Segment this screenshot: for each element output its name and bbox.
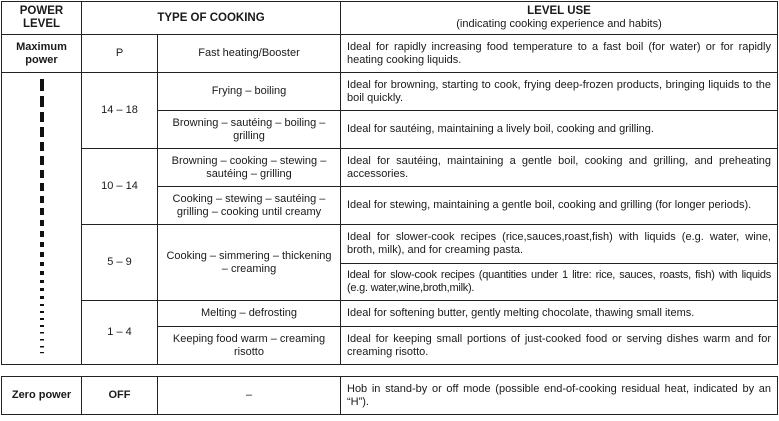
level-value: OFF — [82, 377, 158, 415]
cooking-type: Browning – cooking – stewing – sautéing – grilling — [158, 149, 341, 187]
level-value: P — [82, 35, 158, 73]
header-level-use-subtitle: (indicating cooking experience and habits) — [456, 18, 662, 30]
level-value: 1 – 4 — [82, 301, 158, 365]
header-row — [2, 2, 778, 35]
cooking-type: Keeping food warm – creaming risotto — [158, 327, 341, 365]
level-use: Ideal for slow-cook recipes (quantities under 1 litre: rice, sauces, roasts, fish) with liquids (e.g. water,wine,broth,milk). — [341, 264, 778, 301]
zero-power-table — [1, 376, 778, 415]
cooking-type: Frying – boiling — [158, 73, 341, 111]
table-row — [2, 225, 778, 264]
power-gradient-bar-graphic — [38, 79, 46, 355]
table-row — [2, 149, 778, 187]
cooking-type: – — [158, 377, 341, 415]
level-value: 14 – 18 — [82, 73, 158, 149]
cooking-type: Fast heating/Booster — [158, 35, 341, 73]
level-use: Ideal for keeping small portions of just-cooked food or serving dishes warm and for creaming risotto. — [341, 327, 778, 365]
power-gradient-bar — [2, 73, 82, 365]
level-use: Ideal for sautéing, maintaining a gentle boil, cooking and grilling, and preheating accessories. — [341, 149, 778, 187]
level-use: Ideal for sautéing, maintaining a lively boil, cooking and grilling. — [341, 111, 778, 149]
power-label-maximum: Maximum power — [2, 35, 82, 73]
level-use: Ideal for browning, starting to cook, frying deep-frozen products, bringing liquids to the boil quickly. — [341, 73, 778, 111]
table-row — [2, 35, 778, 73]
level-use: Ideal for slower-cook recipes (rice,sauces,roast,fish) with liquids (e.g. water, wine, broth, milk), and for creaming pasta. — [341, 225, 778, 264]
header-type-of-cooking: TYPE OF COOKING — [82, 2, 341, 35]
level-use: Hob in stand-by or off mode (possible end-of-cooking residual heat, indicated by an “H”). — [341, 377, 778, 415]
cooking-type: Cooking – simmering – thickening – creaming — [158, 225, 341, 301]
level-value: 10 – 14 — [82, 149, 158, 225]
cooking-type: Browning – sautéing – boiling – grilling — [158, 111, 341, 149]
table-row — [2, 301, 778, 327]
header-level-use-title: LEVEL USE — [527, 5, 591, 17]
header-power-level: POWER LEVEL — [2, 2, 82, 35]
level-value: 5 – 9 — [82, 225, 158, 301]
power-label-zero: Zero power — [2, 377, 82, 415]
cooking-type: Cooking – stewing – sautéing – grilling – cooking until creamy — [158, 187, 341, 225]
power-level-table — [1, 1, 778, 365]
header-level-use — [341, 2, 778, 35]
level-use: Ideal for rapidly increasing food temperature to a fast boil (for water) or for rapidly heating cooking liquids. — [341, 35, 778, 73]
table-row — [2, 73, 778, 111]
cooking-type: Melting – defrosting — [158, 301, 341, 327]
table-row — [2, 377, 778, 415]
level-use: Ideal for softening butter, gently melting chocolate, thawing small items. — [341, 301, 778, 327]
level-use: Ideal for stewing, maintaining a gentle boil, cooking and grilling (for longer periods). — [341, 187, 778, 225]
